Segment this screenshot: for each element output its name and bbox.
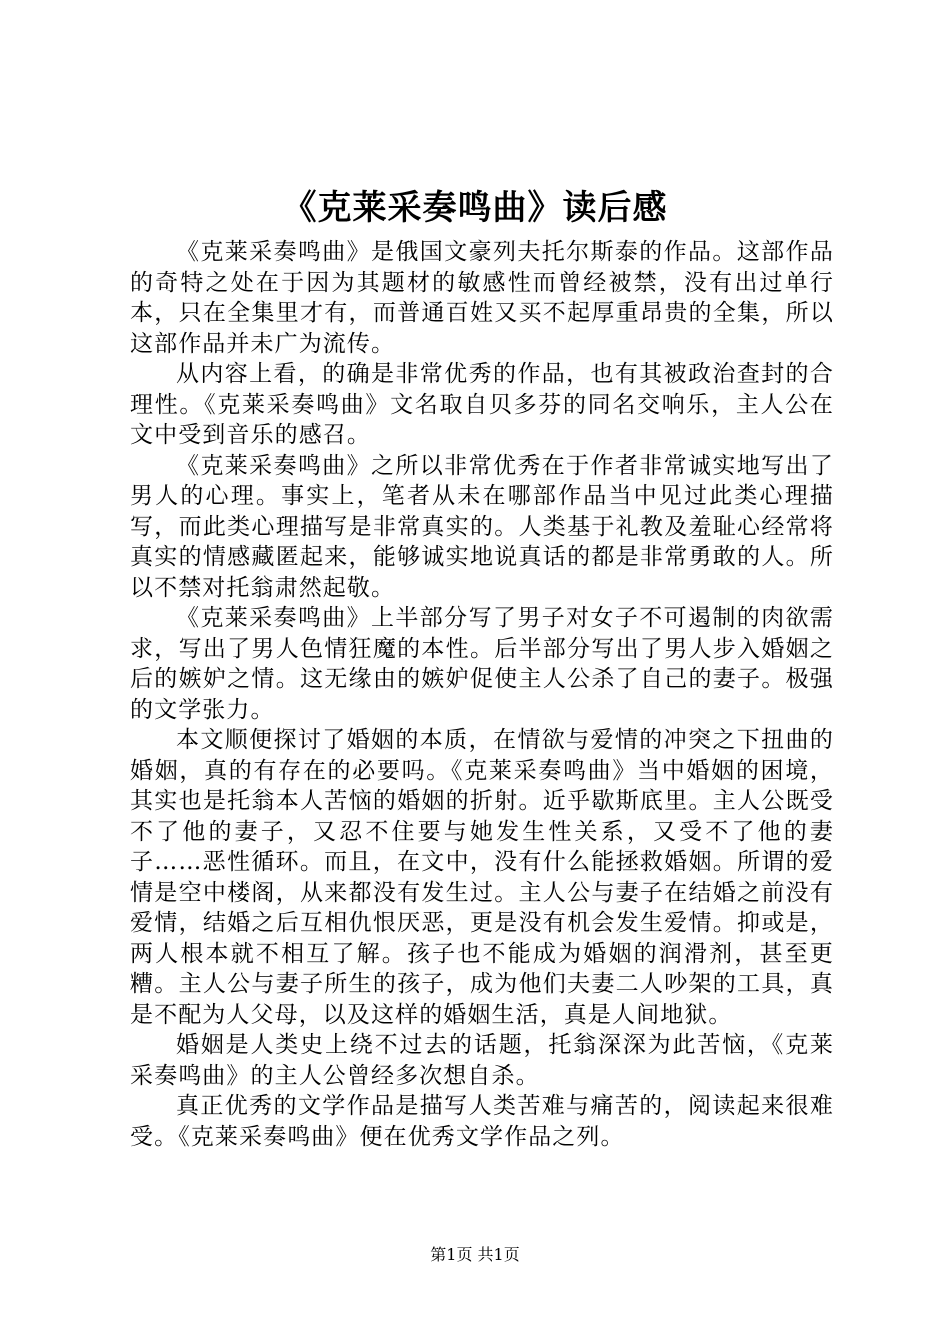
paragraph-3: 《克莱采奏鸣曲》之所以非常优秀在于作者非常诚实地写出了男人的心理。事实上，笔者从未在哪部作品当中见过此类心理描写，而此类心理描写是非常真实的。人类基于礼教及羞耻心经常将真实的情感藏匿起来，能够诚实地说真话的都是非常勇敢的人。所以不禁对托翁肃然起敬。: [130, 452, 834, 601]
document-body: [130, 237, 834, 1152]
paragraph-1: 《克莱采奏鸣曲》是俄国文豪列夫托尔斯泰的作品。这部作品的奇特之处在于因为其题材的敏感性而曾经被禁，没有出过单行本，只在全集里才有，而普通百姓又买不起厚重昂贵的全集，所以这部作品并未广为流传。: [130, 239, 834, 357]
paragraph-6: 婚姻是人类史上绕不过去的话题，托翁深深为此苦恼，《克莱采奏鸣曲》的主人公曾经多次想自杀。: [130, 1032, 834, 1089]
paragraph-7: 真正优秀的文学作品是描写人类苦难与痛苦的，阅读起来很难受。《克莱采奏鸣曲》便在优秀文学作品之列。: [130, 1093, 834, 1150]
document-title: 《克莱采奏鸣曲》读后感: [282, 188, 668, 228]
page-footer: 第1页 共1页: [430, 1245, 520, 1264]
paragraph-2: 从内容上看，的确是非常优秀的作品，也有其被政治查封的合理性。《克莱采奏鸣曲》文名取自贝多芬的同名交响乐，主人公在文中受到音乐的感召。: [130, 361, 834, 448]
paragraph-5: 本文顺便探讨了婚姻的本质，在情欲与爱情的冲突之下扭曲的婚姻，真的有存在的必要吗。《克莱采奏鸣曲》当中婚姻的困境，其实也是托翁本人苦恼的婚姻的折射。近乎歇斯底里。主人公既受不了他的妻子，又忍不住要与她发生性关系，又受不了他的妻子……恶性循环。而且，在文中，没有什么能拯救婚姻。所谓的爱情是空中楼阁，从来都没有发生过。主人公与妻子在结婚之前没有爱情，结婚之后互相仇恨厌恶，更是没有机会发生爱情。抑或是，两人根本就不相互了解。孩子也不能成为婚姻的润滑剂，甚至更糟。主人公与妻子所生的孩子，成为他们夫妻二人吵架的工具，真是不配为人父母，以及这样的婚姻生活，真是人间地狱。: [130, 727, 834, 1028]
paragraph-4: 《克莱采奏鸣曲》上半部分写了男子对女子不可遏制的肉欲需求，写出了男人色情狂魔的本性。后半部分写出了男人步入婚姻之后的嫉妒之情。这无缘由的嫉妒促使主人公杀了自己的妻子。极强的文学张力。: [130, 605, 834, 723]
